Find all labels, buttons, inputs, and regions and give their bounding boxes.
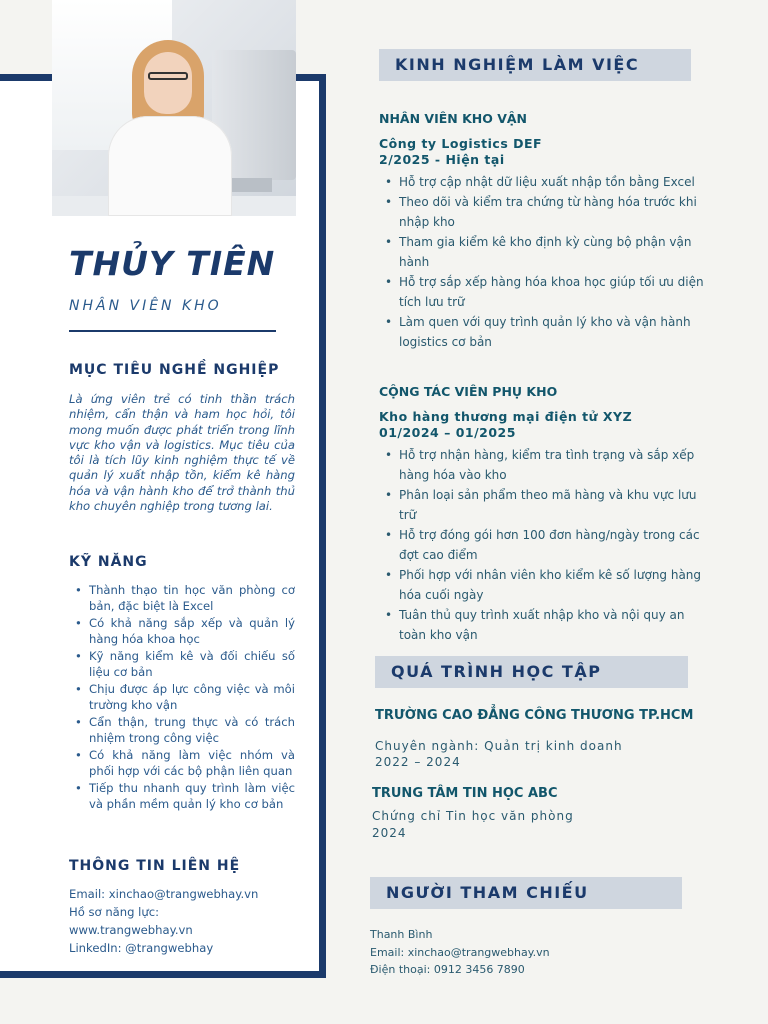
job-title: CỘNG TÁC VIÊN PHỤ KHO xyxy=(379,384,558,399)
reference-name: Thanh Bình xyxy=(370,928,433,941)
contact-linkedin[interactable]: LinkedIn: @trangwebhay xyxy=(69,941,214,955)
contact-email[interactable]: Email: xinchao@trangwebhay.vn xyxy=(69,887,259,901)
education-detail: Chứng chỉ Tin học văn phòng xyxy=(372,809,574,823)
candidate-role: NHÂN VIÊN KHO xyxy=(69,298,222,314)
education-detail: Chuyên ngành: Quản trị kinh doanh xyxy=(375,739,623,753)
contact-heading: THÔNG TIN LIÊN HỆ xyxy=(69,858,241,874)
job-task-list xyxy=(379,172,709,352)
skills-heading: KỸ NĂNG xyxy=(69,554,148,570)
contact-block xyxy=(69,885,258,957)
skill-item: • Thành thạo tin học văn phòng cơ bản, đặc biệt là Excel xyxy=(69,582,295,614)
photo-body xyxy=(108,116,232,216)
profile-photo xyxy=(52,0,296,216)
job-task: • Theo dõi và kiểm tra chứng từ hàng hóa trước khi nhập kho xyxy=(379,192,709,232)
job-task: • Tham gia kiểm kê kho định kỳ cùng bộ phận vận hành xyxy=(379,232,709,272)
education-years: 2022 – 2024 xyxy=(375,755,461,769)
job-task: • Phân loại sản phẩm theo mã hàng và khu vực lưu trữ xyxy=(379,485,709,525)
job-task: • Hỗ trợ sắp xếp hàng hóa khoa học giúp tối ưu diện tích lưu trữ xyxy=(379,272,709,312)
skill-item: • Tiếp thu nhanh quy trình làm việc và phần mềm quản lý kho cơ bản xyxy=(69,780,295,812)
education-school: TRUNG TÂM TIN HỌC ABC xyxy=(372,786,558,801)
job-task: • Hỗ trợ nhận hàng, kiểm tra tình trạng và sắp xếp hàng hóa vào kho xyxy=(379,445,709,485)
job-task: • Phối hợp với nhân viên kho kiểm kê số lượng hàng hóa cuối ngày xyxy=(379,565,709,605)
candidate-name: THỦY TIÊN xyxy=(69,244,276,283)
job-task: • Hỗ trợ đóng gói hơn 100 đơn hàng/ngày trong các đợt cao điểm xyxy=(379,525,709,565)
job-task: • Tuân thủ quy trình xuất nhập kho và nội quy an toàn kho vận xyxy=(379,605,709,645)
photo-glasses xyxy=(148,72,188,80)
job-entry-1 xyxy=(379,111,709,352)
contact-portfolio-link[interactable]: www.trangwebhay.vn xyxy=(69,923,193,937)
job-company: Công ty Logistics DEF xyxy=(379,136,543,151)
photo-face xyxy=(144,52,192,114)
skill-item: • Có khả năng sắp xếp và quản lý hàng hóa khoa học xyxy=(69,615,295,647)
job-task: • Hỗ trợ cập nhật dữ liệu xuất nhập tồn bằng Excel xyxy=(379,172,709,192)
job-task: • Làm quen với quy trình quản lý kho và vận hành logistics cơ bản xyxy=(379,312,709,352)
skill-item: • Có khả năng làm việc nhóm và phối hợp với các bộ phận liên quan xyxy=(69,747,295,779)
skill-item: • Kỹ năng kiểm kê và đối chiếu số liệu cơ bản xyxy=(69,648,295,680)
references-heading: NGƯỜI THAM CHIẾU xyxy=(370,877,682,909)
job-date: 2/2025 - Hiện tại xyxy=(379,152,505,167)
job-title: NHÂN VIÊN KHO VẬN xyxy=(379,111,528,126)
skill-item: • Cẩn thận, trung thực và có trách nhiệm trong công việc xyxy=(69,714,295,746)
experience-heading: KINH NGHIỆM LÀM VIỆC xyxy=(379,49,691,81)
job-task-list xyxy=(379,445,709,645)
skills-list xyxy=(69,582,295,813)
skill-item: • Chịu được áp lực công việc và môi trường kho vận xyxy=(69,681,295,713)
objective-heading: MỤC TIÊU NGHỀ NGHIỆP xyxy=(69,362,280,378)
name-divider xyxy=(69,330,276,332)
reference-email[interactable]: Email: xinchao@trangwebhay.vn xyxy=(370,945,550,959)
education-years: 2024 xyxy=(372,826,407,840)
education-heading: QUÁ TRÌNH HỌC TẬP xyxy=(375,656,688,688)
contact-portfolio-label: Hồ sơ năng lực: xyxy=(69,905,160,919)
job-date: 01/2024 – 01/2025 xyxy=(379,425,516,440)
job-entry-2 xyxy=(379,384,709,645)
reference-phone[interactable]: Điện thoại: 0912 3456 7890 xyxy=(370,963,525,976)
photo-monitor-stand xyxy=(228,178,272,192)
references-block xyxy=(370,926,550,979)
education-school: TRƯỜNG CAO ĐẲNG CÔNG THƯƠNG TP.HCM xyxy=(375,708,694,723)
objective-text: Là ứng viên trẻ có tinh thần trách nhiệm, cẩn thận và ham học hỏi, tôi mong muốn được phát triển trong lĩnh vực kho vận và logistics. Mục tiêu của tôi là tích lũy kinh nghiệm thực tế về quản lý xuất nhập tồn, kiểm kê hàng hóa và vận hành kho để trở thành thủ kho chuyên nghiệp trong tương lai. xyxy=(69,392,295,514)
job-company: Kho hàng thương mại điện tử XYZ xyxy=(379,409,633,424)
